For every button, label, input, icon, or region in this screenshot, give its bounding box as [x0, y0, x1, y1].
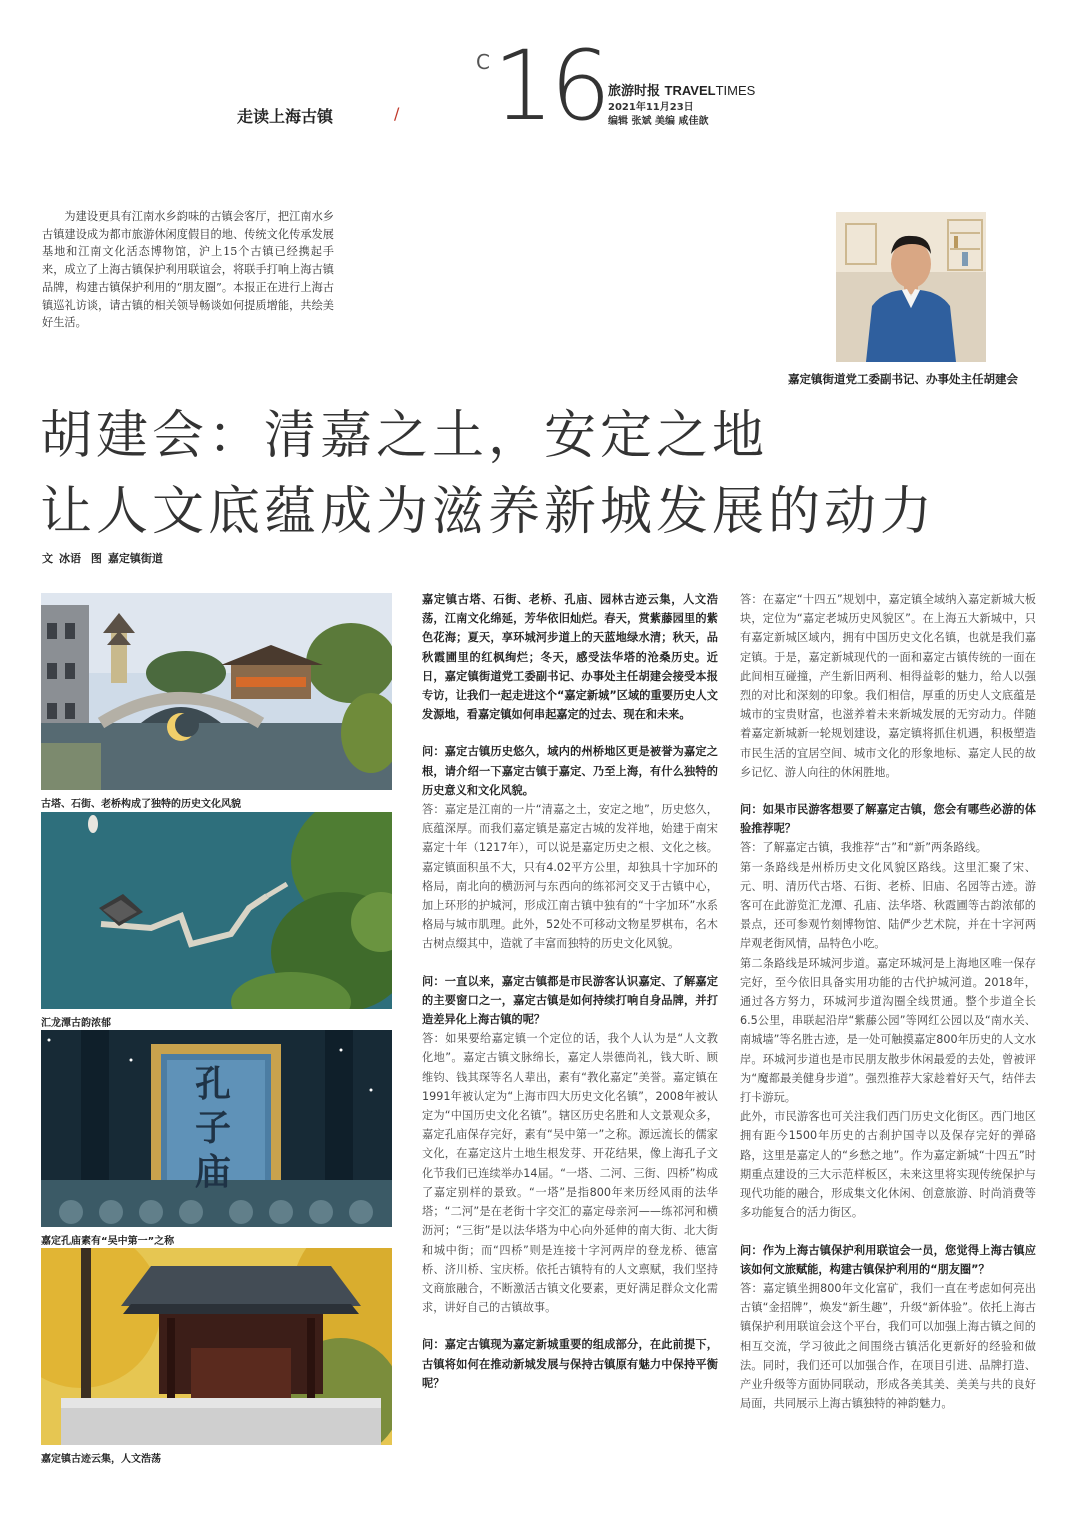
masthead-en-bold: TRAVEL — [664, 83, 716, 98]
page-number: 16 — [493, 30, 608, 142]
byline-photo-credit: 嘉定镇街道 — [107, 552, 163, 565]
intro-paragraph: 为建设更具有江南水乡韵味的古镇会客厅，把江南水乡古镇建设成为都市旅游休闲度假目的地、传统文化传承发展基地和江南文化活态博物馆，沪上15个古镇已经携起手来，成立了上海古镇保护利用联谊会，将联手打响上海古镇品牌，构建古镇保护利用的“朋友圈”。本报正在进行上海古镇巡礼访谈，请古镇的相关领导畅谈如何提质增能，共绘美好生活。 — [42, 210, 334, 330]
photo-old-town-bridge — [41, 593, 392, 790]
answer-2: 答：如果要给嘉定镇一个定位的话，我个人认为是“人文教化地”。嘉定古镇文脉绵长，嘉定人崇德尚礼，钱大昕、顾维钧、钱其琛等名人辈出，素有“教化嘉定”美誉。嘉定镇在1991年被认定为“上海市四大历史文化名镇”，2008年被认定为“中国历史文化名镇”。辖区历史名胜和人文景观众多，嘉定孔庙保存完好，素有“吴中第一”之称。源远流长的儒家文化，在嘉定这片土地生根发芽、开花结果，像上海孔子文化节我们已连续举办14届。“一塔、二河、三街、四桥”构成了嘉定别样的景致。“一塔”是指800年来历经风雨的法华塔；“二河”是在老街十字交汇的嘉定母亲河——练祁河和横沥河；“三街”是以法华塔为中心向外延伸的南大街、北大街和城中街；而“四桥”则是连接十字河两岸的登龙桥、德富桥、济川桥、宝庆桥。依托古镇特有的人文禀赋，我们坚持文商旅融合，不断激活古镇文化要素，更好满足群众文化需求，讲好自己的古镇故事。 — [422, 1032, 718, 1315]
photo-caption-1: 古塔、石街、老桥构成了独特的历史文化风貌 — [41, 799, 241, 810]
headline-line-1: 胡建会：清嘉之土，安定之地 — [40, 406, 769, 466]
page-letter: C — [476, 50, 490, 74]
portrait-photo — [836, 212, 986, 362]
answer-1: 答：嘉定是江南的一片“清嘉之土，安定之地”，历史悠久，底蕴深厚。而我们嘉定镇是嘉定古城的发祥地，始建于南宋嘉定十年（1217年），可以说是嘉定历史之根、文化之核。嘉定镇面积虽不大，只有4.02平方公里，却独具十字加环的格局，南北向的横沥河与东西向的练祁河交叉于古镇中心，加上环形的护城河，形成江南古镇中独有的“十字加环”水系格局与城市肌理。此外，52处不可移动文物星罗棋布，名木古树点缀其中，造就了丰富而独特的历史文化风貌。 — [422, 803, 718, 951]
answer-4-intro: 答：了解嘉定古镇，我推荐“古”和“新”两条路线。 — [740, 841, 987, 855]
headline-line-2: 让人文底蕴成为滋养新城发展的动力 — [40, 482, 937, 542]
article-column-3 — [740, 590, 1036, 1413]
answer-4-west-gate: 此外，市民游客也可关注我们西门历史文化街区。西门地区拥有距今1500年历史的古刹护国寺以及保存完好的弹硌路，这里是嘉定人的“乡愁之地”。作为嘉定新城“十四五”时期重点建设的三大示范样板区，未来这里将实现传统保护与现代功能的融合，形成集文化休闲、创意旅游、时尚消费等多功能复合的活力街区。 — [740, 1110, 1036, 1220]
question-2: 问：一直以来，嘉定古镇都是市民游客认识嘉定、了解嘉定的主要窗口之一，嘉定古镇是如何持续打响自身品牌，并打造差异化上海古镇的呢？ — [422, 974, 718, 1027]
masthead — [608, 80, 755, 99]
masthead-en-light: TIMES — [715, 83, 756, 98]
photo-pavilion-ginkgo — [41, 1248, 392, 1445]
answer-3: 答：在嘉定“十四五”规划中，嘉定镇全域纳入嘉定新城大板块，定位为“嘉定老城历史风貌区”。在上海五大新城中，只有嘉定新城区域内，拥有中国历史文化名镇，也就是我们嘉定镇。于是，嘉定新城现代的一面和嘉定古镇传统的一面在此间相互碰撞，产生新旧两利、相得益彰的魅力，给人以强烈的对比和深刻的印象。我们相信，厚重的历史人文底蕴是城市的宝贵财富，也滋养着未来新城发展的无穷动力。伴随着嘉定新城新一轮规划建设，嘉定镇将抓住机遇，积极塑造市民生活的宜居空间、城市文化的形象地标、嘉定人民的故乡记忆、游人向往的休闲胜地。 — [740, 593, 1036, 779]
issue-date: 2021年11月23日 — [608, 102, 694, 113]
question-5: 问：作为上海古镇保护利用联谊会一员，您觉得上海古镇应该如何文旅赋能，构建古镇保护利用的“朋友圈”？ — [740, 1243, 1036, 1276]
headline — [40, 398, 936, 550]
answer-4-route-2: 第二条路线是环城河步道。嘉定环城河是上海地区唯一保存完好，至今依旧具备实用功能的古代护城河道。2018年，通过各方努力，环城河步道沟圈全线贯通。整个步道全长6.5公里，串联起沿岸“紫藤公园”等网红公园以及“南水关、南城墙”等名胜古迹，是一处可触摸嘉定800年历史的人文水岸。环城河步道也是市民朋友散步休闲最爱的去处，曾被评为“魔都最美健身步道”。强烈推荐大家趁着好天气，结伴去打卡游玩。 — [740, 956, 1036, 1105]
byline-writer: 冰语 — [59, 552, 81, 565]
masthead-cn: 旅游时报 — [608, 84, 665, 99]
answer-5: 答：嘉定镇坐拥800年文化富矿，我们一直在考虑如何亮出古镇“金招牌”，焕发“新生趣”，升级“新体验”。依托上海古镇保护利用联谊会这个平台，我们可以加强上海古镇之间的相互交流，学习彼此之间围绕古镇活化更新好的经验和做法。同时，我们还可以加强合作，在项目引进、品牌打造、产业升级等方面协同联动，形成各美其美、美美与共的良好局面，共同展示上海古镇独特的神韵魅力。 — [740, 1281, 1036, 1411]
question-4: 问：如果市民游客想要了解嘉定古镇，您会有哪些必游的体验推荐呢？ — [740, 803, 1036, 836]
photo-caption-3: 嘉定孔庙素有“吴中第一”之称 — [41, 1236, 175, 1247]
section-tag: 走读上海古镇 — [237, 107, 334, 126]
photo-lake-aerial — [41, 812, 392, 1009]
photo-caption-2: 汇龙潭古韵浓郁 — [41, 1018, 111, 1029]
byline — [42, 550, 169, 566]
lead-paragraph: 嘉定镇古塔、石街、老桥、孔庙、园林古迹云集，人文浩荡，江南文化绵延，芳华依旧灿烂。春天，赏紫藤园里的紫色花海；夏天，享环城河步道上的天蓝地绿水清；秋天，品秋霞圃里的红枫绚烂；冬天，感受法华塔的沧桑历史。近日，嘉定镇街道党工委副书记、办事处主任胡建会接受本报专访，让我们一起走进这个“嘉定新城”区域的重要历史人文发源地，看嘉定镇如何串起嘉定的过去、现在和未来。 — [422, 593, 718, 722]
article-column-2 — [422, 590, 718, 1393]
editors-line: 编辑 张斌 美编 咸佳歆 — [608, 116, 709, 127]
photo-confucius-temple — [41, 1030, 392, 1227]
temple-plaque-text: 孔子庙 — [194, 1063, 238, 1193]
question-3: 问：嘉定古镇现为嘉定新城重要的组成部分，在此前提下，古镇将如何在推动新城发展与保持古镇原有魅力中保持平衡呢？ — [422, 1338, 718, 1390]
portrait-caption: 嘉定镇街道党工委副书记、办事处主任胡建会 — [788, 372, 1018, 386]
section-tag-slash: / — [394, 104, 400, 123]
byline-writer-label: 文 — [42, 552, 53, 565]
byline-photo-label: 图 — [90, 552, 102, 565]
question-1: 问：嘉定古镇历史悠久，域内的州桥地区更是被誉为嘉定之根，请介绍一下嘉定古镇于嘉定、乃至上海，有什么独特的历史意义和文化风貌。 — [422, 745, 718, 797]
answer-4-route-1: 第一条路线是州桥历史文化风貌区路线。这里汇聚了宋、元、明、清历代古塔、石街、老桥、旧庙、名园等古迹。游客可在此游览汇龙潭、孔庙、法华塔、秋霞圃等古韵浓郁的景点，还可参观竹刻博物馆、陆俨少艺术院，并在十字河两岸观老街风情，品特色小吃。 — [740, 860, 1036, 951]
photo-caption-4: 嘉定镇古迹云集，人文浩荡 — [41, 1454, 161, 1465]
